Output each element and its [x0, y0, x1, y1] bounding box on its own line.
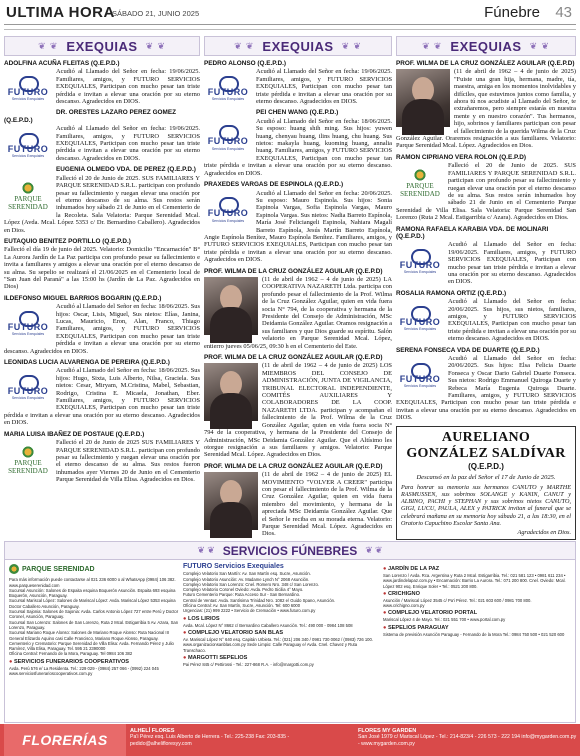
futuro-logo: FUTURO Servicios Exequiales: [4, 304, 52, 344]
featured-intro: Descansó en la paz del Señor el 17 de Junio de 2025.: [416, 473, 556, 481]
band-title: EXEQUIAS: [262, 38, 334, 54]
notice-text: Acudió al Llamado del Señor en fecha: 19/06/2025. Familiares, amigos, y FUTURO SERVICIOS EXEQUIALES, Participan con mucho pesar tan triste pérdida e invitan a elevar una oración por su eterno descanso. Agradecidos en DIOS.: [56, 125, 200, 162]
services-text: Av. Mariscal López N° 640 esq. Capitán Urbieta. Tel.: (021) 206 340 / 0981 730 0062 / (0983) 726 100. www.organizacionsanblas.com.py Sede Limpio: Calle Paraguay e/ Avda. Cnel. Chavez y Ruta Transchaco.: [183, 636, 374, 653]
obituary-notice: [396, 290, 576, 343]
ornament-icon: ❦ ❦: [38, 40, 59, 51]
notice-text: Falleció el 20 de Junio de 2025. SUS FAMILIARES Y PARQUE SERENIDAD S.R.L. participan con profundo pesar su fallecimiento y ruegan elevar una oración por el eterno descanso de su alma. Sus restos serán inhumados hoy sábado 21 de Junio en el Cementerio Parque Serenidad de Villa Elisa. Sala Velatoria: Parque Serenidad San Lorenzo (Ruta 2 Mcal. Estigarribia c/ Azara). Agradecidos en Dios.: [396, 162, 576, 222]
featured-qepd: (Q.E.P.D.): [468, 461, 504, 471]
florist-details: San José 1979 c/ Mariscal López - Tel.: 214-823/4 - 226 573 - 222 194 info@mygarden.com.py - www.mygarden.com.py: [358, 734, 577, 747]
futuro-logo: FUTURO Servicios Exequiales: [396, 356, 444, 396]
services-column-1: [9, 564, 179, 720]
services-line: Complejo Velatorio Asunción: Av. Madame Lynch N° 2068 Asunción.: [183, 576, 310, 582]
obituary-notice: [204, 354, 392, 459]
futuro-logo: FUTURO Servicios Exequiales: [396, 242, 444, 282]
deceased-name: EUTAQUIO BENITEZ PORTILLO (Q.E.P.D.): [4, 237, 131, 245]
services-line: Sucursal Mariano Roque Alonso: Salones de Mariano Roque Alonso: Ruta Nacional III General Elizardo Aquino casi Calle Francisco, Mariano Roque Alonso, Paraguay.: [9, 630, 169, 641]
services-heading: ● JARDÍN DE LA PAZ: [383, 566, 440, 572]
obituary-notice: [4, 431, 200, 484]
services-text: Sistema de previsión Asunción Paraguay - Fernando de la Mora Tel.: 0984 750 500 • 021 520 600: [383, 631, 565, 637]
services-heading: ● SEPELIOS PARAGUAY: [383, 624, 449, 631]
notice-text: Acudió al Llamado del Señor en fecha: 18/06/2025. Su esposo: huang shih ming. Sus hijos: yuwen huang, chenyau huang, ilins huang, chu huang. Sus nietos: makayla huang, kuoming huang, annalia huang. Familiares, amigos, y FUTURO SERVICIOS EXEQUIALES, Participan con mucho pesar tan triste pérdida e invitan a elevar una oración por su eterno descanso. Agradecidos en DIOS.: [204, 117, 392, 177]
funeral-services-directory: [4, 541, 576, 723]
services-text: Pai Pérez 845 c/ Pettirossi - Tel.: 227-868 R.A. - info@margotti.com.py: [183, 661, 314, 667]
featured-signoff: Agradecidos en Dios.: [517, 528, 571, 536]
deceased-name: PROF. WILMA DE LA CRUZ GONZÁLEZ AGUILAR (Q.E.P.D): [204, 462, 383, 470]
notice-text: Acudió al Llamado del Señor en fecha: 19/06/2025. Familiares, amigos, y FUTURO SERVICIOS EXEQUIALES, Participan con mucho pesar tan triste pérdida e invitan a elevar una oración por su eterno descanso. Agradecidos en DIOS.: [448, 241, 576, 286]
services-line: Complejo Velatorio Coronel Oviedo: Avda. Pedro Sicilia 4° Mayo.: [183, 587, 304, 593]
ornament-icon: ❦ ❦: [422, 40, 443, 51]
services-line: Sucursal Mariscal López: Salones de Mariscal López: Avda. Mariscal López 5353 esquina Doctor Caballero Asunción, Paraguay.: [9, 598, 176, 609]
services-heading: ● COMPLEJO VELATORIO PORTAL: [383, 610, 478, 617]
exequias-band: [396, 36, 576, 56]
notice-text: Falleció el 20 de Junio de 2025. SUS FAMILIARES Y PARQUE SERENIDAD S.R.L. participan con profundo pesar su fallecimiento y ruegan elevar una oración por el eterno descanso de su alma. Sus restos serán inhumados hoy sábado 21 de Junio en el Cementerio de la Recoleta. Sala Velatoria: Parque Serenidad Mcal. López (Avda. Mcal. López 5353 c/ Dr. Bernardino Caballero). Agradecidos en Dios.: [4, 174, 200, 234]
services-heading: ● MARGOTTI SEPELIOS: [183, 654, 248, 661]
services-line: Futuro Cementerio Parque: Ruta Acceso Sur - San Bernardino.: [183, 592, 301, 598]
florist-alheli: [130, 728, 350, 747]
services-line: Urgencias: (21) 999 2222 • Servicio de Cremación • www.futuro.com.py: [183, 608, 316, 614]
section-title: ULTIMA HORA: [6, 4, 115, 21]
ornament-icon: ❦ ❦: [365, 545, 383, 555]
services-line: Sucursal Asunción: Salones de Espaita esquina Boquerón Asunción. Espaita 693 esquina Boquerón, Asunción, Paraguay.: [9, 587, 176, 599]
deceased-name: PROF. WILMA DE LA CRUZ GONZÁLEZ AGUILAR (Q.E.P.D): [204, 354, 383, 362]
services-line: Complejo Velatorio San Martín: Av. San Martín esq. Sucre, Asunción.: [183, 571, 311, 577]
services-heading: ● CRICHIGNO: [383, 590, 420, 597]
issue-date: SÁBADO 21, JUNIO 2025: [112, 9, 200, 18]
deceased-name: ROSALIA RAMONA ORTIZ (Q.E.P.D.): [396, 289, 507, 297]
services-column-2: [183, 564, 379, 720]
category-title: Fúnebre: [484, 4, 540, 21]
deceased-name: SERENA FONSECA VDA DE DUARTE (Q.E.P.D.): [396, 346, 540, 354]
band-title: EXEQUIAS: [450, 38, 522, 54]
services-text: Mariscal López 4 de Mayo. Tel.: 021 551 700 • www.portal.com.py: [383, 617, 506, 623]
deceased-name: MARIA LUISA IBAÑEZ DE POSTAUE (Q.E.P.D.): [4, 430, 145, 438]
deceased-name: PEDRO ALONSO (Q.E.P.D.): [204, 60, 287, 67]
futuro-logo: FUTURO Servicios Exequiales: [204, 191, 252, 231]
services-text: Asunción / Mariscal López 3545 c/ Pa'i Pérez. Tel.: 021 603 600 / 0981 700 800. www.crichigno.com.py: [383, 597, 532, 609]
notice-text: Acudió al Llamado del Señor en fecha: 18/06/2025. Sus hijos: Hugo, Sixta, Luis Alberto, Nilsa, Graciela. Sus nietos: Cesar, Miryam, M.Cristina, Mabel, Sebastian, Rodrigo, Cristina E. Micaela, Jonathan, Eber. Familiares, amigos, y FUTURO SERVICIOS EXEQUIALES, Participan con mucho pesar tan triste pérdida e invitan a elevar una oración por su eterno descanso. Agradecidos en DIOS.: [4, 367, 200, 427]
florist-mygarden: [358, 728, 578, 747]
notice-text: Falleció el día 19 de junio del 2025. Velatorio: Domicilio "Encarnación" B° La Aurora Jardín de La Paz participa con profundo pesar su fallecimiento e invita a familiares y amigos a elevar una oración por el eterno descanso de su alma. Su sepelio se realizará el 21/06/2025 en el Cementerio local de "San Juan del Paraná" a las 15:00 hs (Jardín de La Paz. Agradecidos en Dios): [4, 246, 200, 291]
notice-text: Acudió al Llamado del Señor en fecha: 20/06/2025. Su esposo: Mauro Espinola. Sus hijos: Sonia Espinola Vargas, Sofia Espinola Vargas, Mauro Espinola Vargas. Sus nietos: Nadia Barreto Espínola, María José Feliciangeli Espinola, Nahiara Magalí Barreto Espínola, Jesús Martín Barreto Espínola, Angie Espínola Benítez, Mauro Espínola Benítez. Familiares, amigos, y FUTURO SERVICIOS EXEQUIALES, Participan con mucho pesar tan triste pérdida e invitan a elevar una oración por su eterno descanso. Agradecidos en DIOS.: [204, 189, 392, 264]
florist-details: Pa'i Pérez esq. Luis Alberto de Herrera - Tel.: 225-238 Fax: 203-835 - pedido@alhelifloresyy.com: [130, 734, 290, 747]
services-heading: ● LOS LIRIOS: [183, 615, 220, 622]
services-title: SERVICIOS FÚNEBRES: [222, 543, 358, 558]
portrait-photo: [204, 472, 258, 530]
ornament-icon: ❦ ❦: [529, 40, 550, 51]
deceased-name: RAMON CIPRIANO VERA ROLON (Q.E.P.D): [396, 153, 526, 161]
deceased-name: PEI CHEN WANG (Q.E.P.D.): [256, 109, 339, 117]
exequias-band: [204, 36, 392, 56]
florists-label: FLORERÍAS: [4, 724, 126, 756]
obituary-notice: [4, 166, 200, 234]
header-rule: [4, 24, 576, 30]
services-line: Central de Ventas: Avda. Santísima Trinidad Nro. 1082 e/ Guido Spano, Asunción.: [183, 597, 336, 603]
notice-text: Falleció el 20 de Junio de 2025 SUS FAMILIARES Y PARQUE SERENIDAD S.R.L. participan con profundo pesar su fallecimiento y ruegan elevar una oración por el eterno descanso de su alma. Sus restos fueron inhumados ayer Viernes 20 de Junio en el Cementerio Parque Serenidad de Villa Elisa. Agradecidos en Dios.: [56, 439, 200, 484]
futuro-logo: FUTURO Servicios Exequiales: [4, 368, 52, 408]
services-text: Avda. Mcal. López N° 8662 c/ Bernardino Caballero Asunción. Tel.: 490 000 - 0984 108 508: [183, 622, 353, 628]
notice-text: (11 de abril de 1962 – 4 de junio de 2025) EL MOVIMIENTO "VOLVER A CREER" participa con pesar el fallecimiento de la Prof. Wilma de la Cruz González Aguilar, quien en vida fuera miembro del movimiento, y hermana de la apreciada MSc Deidamia González Aguilar. Que el Señor le reciba en su morada eterna. Velatorio: Parque Serenidad Mcal. López. Agradecidos en Dios.: [262, 471, 392, 538]
obituary-notice: [204, 268, 392, 350]
futuro-logo: FUTURO Servicios Exequiales: [396, 299, 444, 339]
notice-text: Acudió al Llamado del Señor en fecha: 20/06/2025. Sus hijos, sus nietos, familiares, amigos, y FUTURO SERVICIOS EXEQUIALES, Participan con mucho pesar tan triste pérdida e invitan a elevar una oración por su eterno descanso. Agradecidos en DIOS.: [448, 298, 576, 343]
ornament-icon: ❦ ❦: [145, 40, 166, 51]
obituary-notice: [4, 238, 200, 291]
services-text: San Lorenzo / Avda. Rca. Argentina y Ruta 2 Mcal. Estigarribia. Tel.: 021 581 123 • 0981 611 234 • www.jardindelapaz.com.py • Encarnación: Barrio La Aurora. Tel.: 071 200 800. Cnel. Oviedo: Mcal. López 902 esq. Enrique Soler • Tel.: 0521 200 800.: [383, 573, 566, 589]
florist-name: FLORES MY GARDEN: [358, 728, 417, 734]
services-text: Avda. Perú 576 e/ La Residenta. Tel.: 229 029 - (0984) 257 066 - (0992) 224 045 www.serviciosfunerarioscooperativos.com.py: [9, 665, 159, 677]
deceased-name: PROF. WILMA DE LA CRUZ GONZÁLEZ AGUILAR (Q.E.P.D): [204, 267, 383, 275]
page-number: 43: [555, 4, 572, 21]
page-header: [0, 0, 580, 38]
notice-text: Acudió al Llamado del Señor en fecha: 20/06/2025. Sus hijos: Elsa Felicia Duarte Fonseca y Oscar Dario Gabriel Duarte Fonseca. Sus nietos: Rodrigo Emmanuel Quiroga Duarte y Rebeca María Eugenia Quiroga Duarte. Familiares, amigos, y FUTURO SERVICIOS EXEQUIALES, Participan con mucho pesar tan triste pérdida e invitan a elevar una oración por su eterno descanso. Agradecidos en DIOS.: [396, 355, 576, 422]
services-line: Oficina Central: Fernando de la Mora, Paraguay. Tel 0984 106 382: [9, 651, 133, 657]
obituary-notice: [396, 154, 576, 222]
parque-serenidad-logo: PARQUE SERENIDAD: [4, 440, 52, 480]
notice-text: (11 de abril de 1962 – 4 de junio de 2025) "Fuiste una gran hija, hermana, madre, tía, maestra, amiga en los momentos inolvidables y difíciles, que estuvimos juntos como familia, y ahora tú nos acudiste al Llamado del Señor, te extrañaremos, pero siempre estarás en nuestra mente y en nuestro corazón". Tus hermanos, hijo, sobrinos y familiares participan con pesar el fallecimiento de la querida Wilma de la Cruz González Aguilar. Oraremos resignación a sus familiares. Velatorio: Parque Serenidad Mcal. López. Agradecidos en Dios.: [396, 68, 576, 150]
obituary-notice: [396, 347, 576, 422]
deceased-name: EUGENIA OLMEDO VDA. DE PEREZ (Q.E.P.D.): [56, 166, 196, 174]
notice-text: (11 de abril de 1962 – 4 de junio de 2025) LOS MIEMBROS DEL CONSEJO DE ADMINISTRACIÓN, JUNTA DE VIGILANCIA, TRIBUNAL ELECTORAL INDEPENDIENTE, COMITÉS AUXILIARES Y COLABORADORES DE LA COOP. NAZARETH LTDA. participan y acompañan el fallecimiento de la Prof. Wilma de la Cruz González Aguilar, quien en vida fuera socia N° 794 de la cooperativa, y hermana de la Presidente del Consejo de Administración, MSc Deidamia González Aguilar. Que el Altísimo les otorgue resignación a sus familiares y amigos. Velatorio: Parque Serenidad Mcal. López. Agradecidos en Dios.: [204, 362, 392, 459]
services-heading: ● SERVICIOS FUNERARIOS COOPERATIVOS: [9, 658, 130, 665]
services-column-3: [383, 564, 573, 720]
deceased-name: RAMONA RAFAELA KARABIA VDA. DE MOLINARI (Q.E.P.D.): [396, 225, 549, 240]
obituary-column-3: [396, 36, 576, 536]
obituary-notice: [4, 295, 200, 355]
portrait-photo: [396, 69, 450, 127]
featured-text: Para honrar su memoria sus hermanos CANUTO y MARTHE RASMUSSEN, sus sobrinos SOLANGE y KANIN, CANUT y ALBINO, PACHI y STEPHAN y sus sobrinos nietos CANUTO, GIGI, LUCU, PAULA, ALEX y PATRICK invitan al funeral que se celebrará mañana en su memoria hoy sábado 21, a las 18:30, en el Oratorio Capuchino Escolar Santa Ana.: [401, 483, 571, 527]
florist-name: ALHELÍ FLORES: [130, 728, 175, 734]
obituary-notice: [396, 226, 576, 286]
services-line: Cementerio y Crematorio: Parque Serenidad de Villa Elisa: Avda. Fernando Pérez y Julio Ramírez, Villa Elisa, Paraguay. Tel. 595 21 2390000: [9, 640, 174, 652]
futuro-logo: FUTURO Servicios Exequiales: [4, 69, 52, 109]
obituary-notice: [396, 60, 576, 150]
deceased-name: DR. ORESTES LAZARO PEREZ GOMEZ (Q.E.P.D.): [4, 109, 177, 124]
featured-notice: [396, 426, 576, 540]
portrait-photo: [204, 363, 258, 421]
obituary-notice: [204, 109, 392, 177]
obituary-notice: [4, 60, 200, 105]
parque-serenidad-logo: PARQUE SERENIDAD: [9, 564, 179, 575]
band-title: EXEQUIAS: [66, 38, 138, 54]
futuro-logo: FUTURO Servicios Exequiales: [4, 126, 52, 166]
services-line: Oficina Central: Av. San Martín, Sucre, Asunción. Tel: 600 6000: [183, 603, 301, 609]
deceased-name: PROF. WILMA DE LA CRUZ GONZÁLEZ AGUILAR (Q.E.P.D): [396, 60, 575, 67]
florists-footer: [0, 724, 580, 756]
ornament-icon: ❦ ❦: [197, 545, 215, 555]
services-line: Complejo Velatorio San Lorenzo: Cnel. Romero Nro. 348 c/ San Lorenzo.: [183, 581, 319, 587]
parque-serenidad-logo: PARQUE SERENIDAD: [396, 163, 444, 203]
services-line: Sucursal Sajonia: Salones de Sajonia: Avda. Carlos Antonio López 727 entre Perú y Doctor Coronel, Asunción, Paraguay.: [9, 609, 179, 620]
services-heading: ● COMPLEJO VELATORIO SAN BLAS: [183, 629, 284, 636]
futuro-logo: FUTURO Servicios Exequiales: [204, 119, 252, 159]
notice-text: Acudió al Llamado del Señor en fecha: 19/06/2025. Familiares, amigos, y FUTURO SERVICIOS EXEQUIALES, Participan con mucho pesar tan triste pérdida e invitan a elevar una oración por su eterno descanso. Agradecidos en DIOS.: [256, 68, 392, 106]
exequias-band: [4, 36, 200, 56]
ornament-icon: ❦ ❦: [234, 40, 255, 51]
notice-text: Acudió al Llamado del Señor en fecha: 19/06/2025. Familiares, amigos, y FUTURO SERVICIOS EXEQUIALES, Participan con mucho pesar tan triste pérdida e invitan a elevar una oración por su eterno descanso. Agradecidos en DIOS.: [56, 68, 200, 106]
obituary-notice: [4, 359, 200, 427]
obituary-notice: [204, 463, 392, 538]
obituary-column-1: [4, 36, 200, 536]
obituary-notice: [204, 181, 392, 263]
featured-name: AURELIANO GONZÁLEZ SALDÍVAR: [406, 429, 566, 461]
futuro-logo: FUTURO Servicios Exequiales: [183, 563, 284, 570]
obituary-column-2: [204, 36, 392, 536]
notice-text: Acudió al Llamado del Señor en fecha: 18/06/2025. Sus hijos: Oscar, Lisis, Miguel, Sus nietos: Elías, Janina, Lucas, Mauricio, Eron, Alan, Franco, Thiago Familiares, amigos, y FUTURO SERVICIOS EXEQUIALES, Participan con mucho pesar tan triste pérdida e invitan a elevar una oración por su eterno descanso. Agradecidos en DIOS.: [4, 303, 200, 355]
parque-serenidad-logo: PARQUE SERENIDAD: [4, 176, 52, 216]
deceased-name: ADOLFINA ACUÑA FLEITAS (Q.E.P.D.): [4, 60, 120, 67]
deceased-name: PRAXEDES VARGAS DE ESPINOLA (Q.E.P.D.): [204, 181, 344, 189]
futuro-logo: FUTURO Servicios Exequiales: [204, 69, 252, 109]
ornament-icon: ❦ ❦: [341, 40, 362, 51]
notice-text: (11 de abril de 1962 – 4 de junio de 2025) LA COOPERATIVA NAZARETH Ltda. participa con profundo pesar el fallecimiento de la Prof. Wilma de la Cruz González Aguilar, quien en vida fuera socia N° 794, de la cooperativa y hermana de la Presidente del Consejo de Administración, MSc Deidamia González Aguilar. Oramos resignación a sus familiares y que Dios guarde su espíritu. Salón velatorio en Parque Serenidad Mcal. López, entierro jueves 05/06/25, 09:30 h en el Cementerio del Este.: [204, 275, 392, 350]
deceased-name: LEONIDAS LUCIA ALVARENGA DE PEREIRA (Q.E.P.D.): [4, 359, 170, 367]
services-intro: Para más información puede contactarse al 021 236 6000 o al WhatsApp (0984) 106 382. www.parqueserenidad.com: [9, 577, 176, 588]
services-line: Sucursal San Lorenzo: Salones de San Lorenzo, Ruta 2 Mcal. Estigarribia 5 Av. Azara, San Lorenzo, Paraguay.: [9, 619, 179, 630]
obituary-notice: [204, 60, 392, 105]
deceased-name: ILDEFONSO MIGUEL BARRIOS BOGARIN (Q.E.P.D.): [4, 294, 162, 302]
obituary-notice: [4, 109, 200, 162]
portrait-photo: [204, 277, 258, 335]
services-band: [5, 542, 575, 560]
